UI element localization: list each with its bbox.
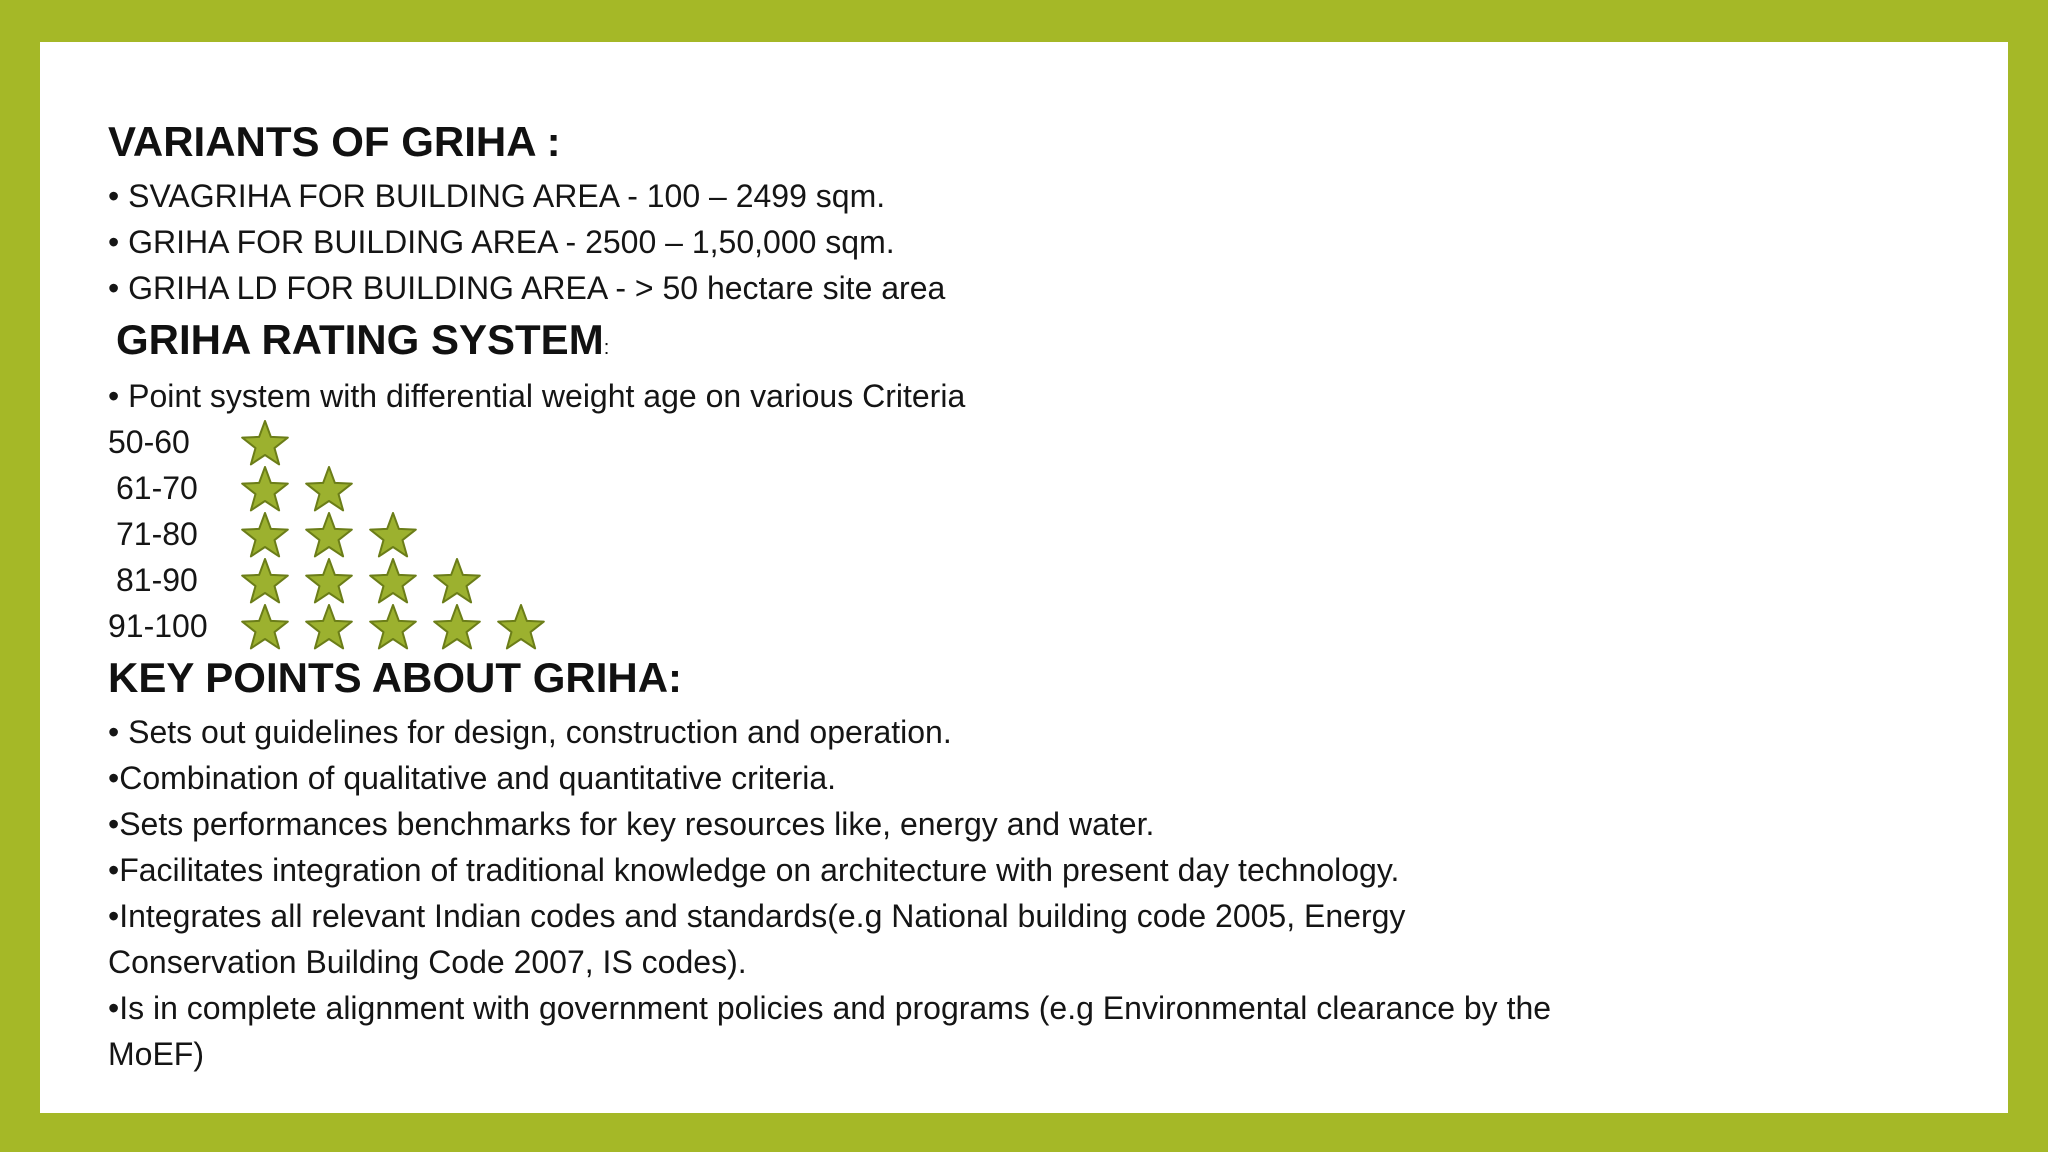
star-icon [298, 510, 360, 562]
star-icon [234, 556, 296, 608]
key-point-line: •Facilitates integration of traditional knowledge on architecture with present day technology. [108, 852, 1400, 888]
variant-item-griha: • GRIHA FOR BUILDING AREA - 2500 – 1,50,000 sqm. [108, 224, 895, 260]
key-point-line: MoEF) [108, 1036, 204, 1072]
rating-range-label: 50-60 [108, 424, 190, 460]
star-icon [234, 602, 296, 654]
star-icon [234, 510, 296, 562]
key-point-line: • Sets out guidelines for design, construction and operation. [108, 714, 952, 750]
star-icon [362, 602, 424, 654]
key-point-line: Conservation Building Code 2007, IS codes). [108, 944, 747, 980]
star-icon [362, 510, 424, 562]
key-point-line: •Is in complete alignment with government policies and programs (e.g Environmental clearance by the [108, 990, 1552, 1026]
star-icon [298, 556, 360, 608]
rating-heading-colon: : [603, 337, 610, 359]
star-icon [234, 464, 296, 516]
key-point-line: •Combination of qualitative and quantitative criteria. [108, 760, 837, 796]
star-icon [234, 418, 296, 470]
star-icon [362, 556, 424, 608]
star-icon [426, 556, 488, 608]
slide-content [40, 42, 2008, 1113]
key-point-line: •Sets performances benchmarks for key resources like, energy and water. [108, 806, 1155, 842]
star-icon [298, 602, 360, 654]
key-points-heading: KEY POINTS ABOUT GRIHA: [108, 654, 683, 701]
rating-range-label: 81-90 [116, 562, 198, 598]
rating-heading [116, 316, 609, 364]
variant-item-svagriha: • SVAGRIHA FOR BUILDING AREA - 100 – 2499 sqm. [108, 178, 886, 214]
rating-description: • Point system with differential weight age on various Criteria [108, 378, 966, 414]
star-icon [298, 464, 360, 516]
key-point-line: •Integrates all relevant Indian codes and standards(e.g National building code 2005, Energy [108, 898, 1406, 934]
star-icon [426, 602, 488, 654]
star-icon [490, 602, 552, 654]
rating-range-label: 91-100 [108, 608, 208, 644]
rating-range-label: 61-70 [116, 470, 198, 506]
rating-range-label: 71-80 [116, 516, 198, 552]
variants-heading: VARIANTS OF GRIHA : [108, 118, 561, 165]
rating-heading-text: GRIHA RATING SYSTEM [116, 316, 604, 363]
variant-item-griha-ld: • GRIHA LD FOR BUILDING AREA - > 50 hectare site area [108, 270, 946, 306]
